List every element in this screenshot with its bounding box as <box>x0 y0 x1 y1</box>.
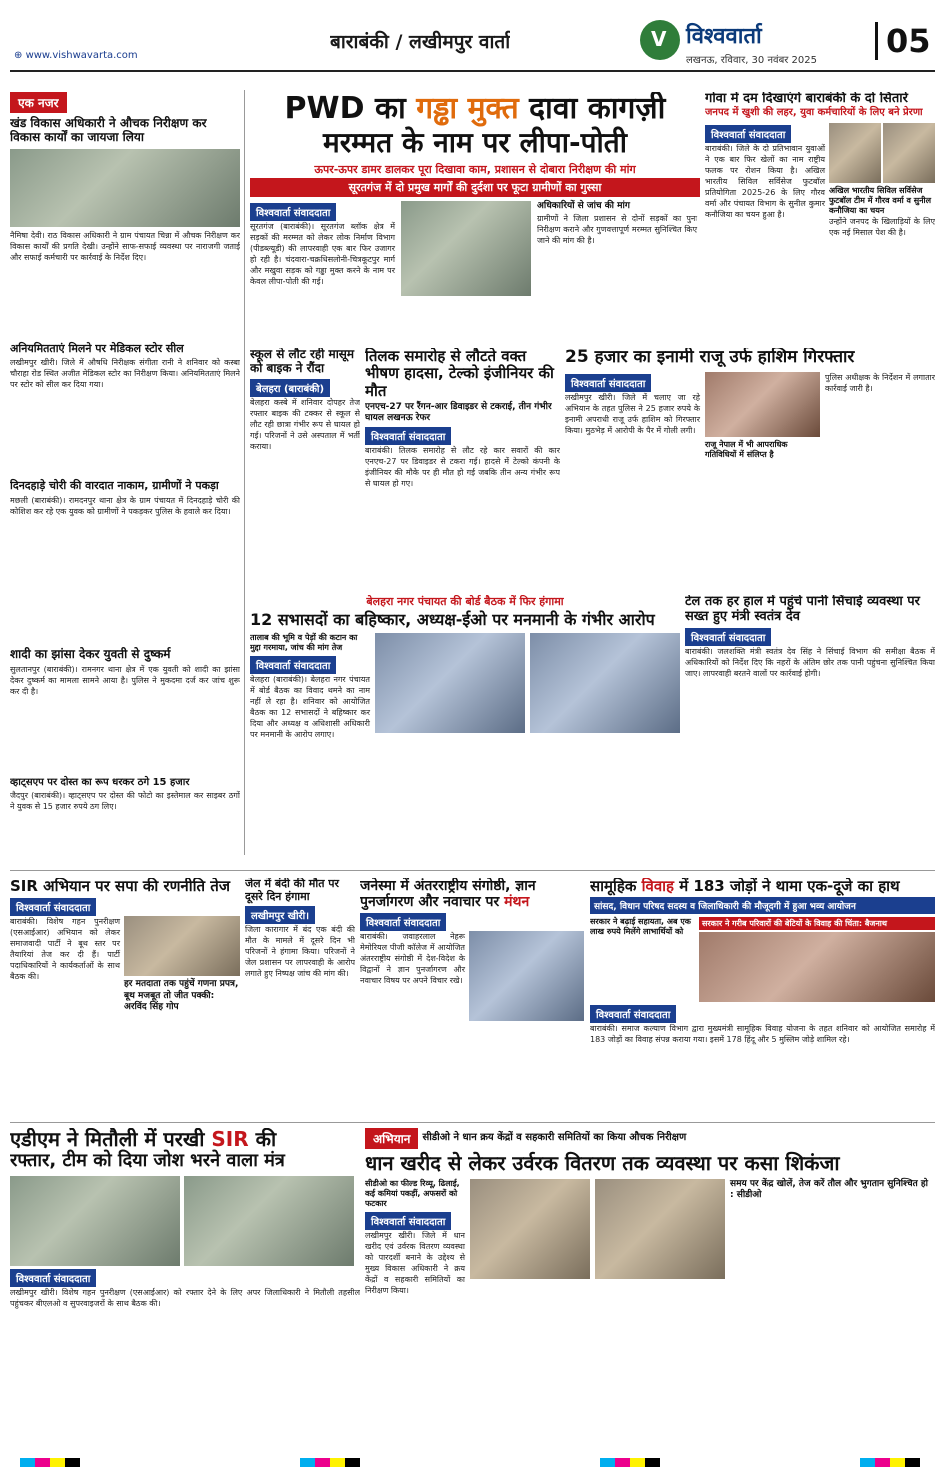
raju-headline: 25 हजार का इनामी राजू उर्फ हाशिम गिरफ्तार <box>565 348 855 367</box>
abhiyan-photo-2 <box>595 1179 725 1279</box>
tilak-headline: तिलक समारोह से लौटते वक्त भीषण हादसा, टेल्को इंजीनियर की मौत <box>365 348 554 400</box>
goa-sub: जनपद में खुशी की लहर, युवा कर्मचारियों के लिए बने प्रेरणा <box>705 106 923 118</box>
cmyk-bar-4 <box>860 1458 920 1467</box>
s1-photo <box>10 149 240 227</box>
raju-photo <box>705 372 820 437</box>
tilak-story <box>365 348 560 588</box>
sir-headline: SIR अभियान पर सपा की रणनीति तेज <box>10 878 230 895</box>
s1-body: नैमिषा देवी। राठ विकास अधिकारी ने ग्राम पंचायत चिन्ना में औचक निरीक्षण कर विकास कार्यों की प्रगति देखी। उन्होंने साफ-सफाई व्यवस्था पर नाराजगी जताई और सफाई कर्मचारी पर कार्रवाई के निर्देश दिए। <box>10 230 240 262</box>
janesma-story <box>360 878 585 1118</box>
abhiyan-caption: सीडीओ का फील्ड रिव्यू, ढिलाई, कई कमियां पकड़ीं, अफसरों को फटकार <box>365 1179 460 1208</box>
s5-headline: व्हाट्सएप पर दोस्त का रूप धरकर ठगे 15 हजार <box>10 776 190 788</box>
sir-quote: हर मतदाता तक पहुंचें गणना प्रपत्र, बूथ मजबूत तो जीत पक्की: अरविंद सिंह गोप <box>124 979 239 1012</box>
sir-byline: विश्ववार्ता संवाददाता <box>10 898 96 916</box>
abhiyan-headline: धान खरीद से लेकर उर्वरक वितरण तक व्यवस्था पर कसा शिकंजा <box>365 1151 840 1175</box>
lead-body: सूरतगंज (बाराबंकी)। सूरतगंज ब्लॉक क्षेत्र में सड़कों की मरम्मत को लेकर लोक निर्माण विभाग (पीडब्ल्यूडी) की लापरवाही एक बार फिर उजागर हो रही है। चंदवारा-चक्रधिसलोनी-चित्रकूटपुर मार्ग और मखुवा सड़क को गड्ढा मुक्त करने के नाम पर केवल लीपा-पोती की गई। <box>250 222 395 287</box>
website-url[interactable]: ⊕ www.vishwavarta.com <box>14 50 138 61</box>
cmyk-bar-1 <box>20 1458 80 1467</box>
jail-story <box>245 878 355 1118</box>
vivah-photo <box>699 932 935 1002</box>
tilak-deck: एनएच-27 पर रैंगन-आर डिवाइडर से टकराई, तीन गंभीर घायल लखनऊ रेफर <box>365 401 552 423</box>
tilak-byline: विश्ववार्ता संवाददाता <box>365 427 451 445</box>
belhara-story <box>250 595 680 865</box>
abhiyan-byline: विश्ववार्ता संवाददाता <box>365 1212 451 1230</box>
goa-headline: गोवा में दम दिखाएंगे बाराबंकी के दो सितारे <box>705 92 908 106</box>
globe-icon: ⊕ <box>14 50 26 61</box>
col-divider <box>244 90 245 855</box>
brand-name: विश्ववार्ता <box>686 24 762 49</box>
mid-rule <box>10 870 935 871</box>
school-byline: बेलहरा (बाराबंकी) <box>250 379 330 397</box>
school-story <box>250 348 360 588</box>
abhiyan-tag: अभियान <box>365 1128 418 1149</box>
masthead <box>640 18 860 68</box>
vivah-banner2: सरकार ने गरीब परिवारों की बेटियों के विवाह की चिंता: बैजनाथ <box>699 917 935 930</box>
goa-story <box>705 92 935 342</box>
school-body: बेलहरा कस्बे में शनिवार दोपहर तेज रफ्तार बाइक की टक्कर से स्कूल से लौट रही छात्रा गंभीर रूप से घायल हो गई। परिजनों ने उसे अस्पताल में भर्ती कराया। <box>250 397 360 451</box>
jail-byline: लखीमपुर खीरी। <box>245 906 315 924</box>
janesma-body: बाराबंकी। जवाहरलाल नेहरू मेमोरियल पीजी कॉलेज में आयोजित अंतरराष्ट्रीय संगोष्ठी में देश-विदेश के विद्वानों ने ज्ञान पुनर्जागरण और नवाचार विषय पर अपने विचार रखे। <box>360 932 465 986</box>
lead-headline: PWD का गड्ढा मुक्त दावा कागज़ी <box>284 92 666 126</box>
lead-subhead: अधिकारियों से जांच की मांग <box>537 201 630 212</box>
adm-body: लखीमपुर खीरी। विशेष गहन पुनरीक्षण (एसआईआर) को रफ्तार देने के लिए अपर जिलाधिकारी ने मितौली तहसील पहुंचकर बीएलओ व सुपरवाइजरों के साथ बैठक की। <box>10 1287 360 1308</box>
janesma-headline: जनेस्मा में अंतरराष्ट्रीय संगोष्ठी, ज्ञान पुनर्जागरण और नवाचार पर मंथन <box>360 878 536 911</box>
abhiyan-story <box>365 1128 935 1446</box>
tail-story <box>685 595 935 865</box>
jail-headline: जेल में बंदी की मौत पर दूसरे दिन हंगामा <box>245 878 340 903</box>
cmyk-bar-2 <box>300 1458 360 1467</box>
abhiyan-body: लखीमपुर खीरी। जिले में धान खरीद एवं उर्वरक वितरण व्यवस्था को पारदर्शी बनाने के उद्देश्य से मुख्य विकास अधिकारी ने क्रय केंद्रों व सहकारी समितियों का निरीक्षण किया। <box>365 1231 465 1295</box>
raju-byline: विश्ववार्ता संवाददाता <box>565 374 651 392</box>
abhiyan-side: समय पर केंद्र खोलें, तेज करें तौल और भुगतान सुनिश्चित हो : सीडीओ <box>730 1179 928 1201</box>
lead-deck: ऊपर-ऊपर डामर डालकर पूरा दिखावा काम, प्रशासन से दोबारा निरीक्षण की मांग <box>314 162 636 176</box>
adm-byline: विश्ववार्ता संवाददाता <box>10 1269 96 1287</box>
lead-story <box>250 92 700 334</box>
janesma-photo <box>469 931 584 1021</box>
vivah-byline: विश्ववार्ता संवाददाता <box>590 1005 676 1023</box>
goa-photo-1 <box>829 123 881 183</box>
cmyk-bar-3 <box>600 1458 660 1467</box>
sir-photo <box>124 916 240 976</box>
abhiyan-photo-1 <box>470 1179 590 1279</box>
tilak-body: बाराबंकी। तिलक समारोह से लौट रहे कार सवारों की कार एनएच-27 पर डिवाइडर से टकरा गई। हादसे में टेल्को कंपनी के इंजीनियर की मौके पर ही मौत हो गई जबकि तीन अन्य गंभीर रूप से घायल हो गए। <box>365 446 560 489</box>
lead-headline-line2: मरम्मत के नाम पर लीपा-पोती <box>322 125 628 159</box>
raju-caption: राजू नेपाल में भी आपराधिक गतिविधियों में संलिप्त है <box>705 439 788 459</box>
belhara-body: बेलहरा (बाराबंकी)। बेलहरा नगर पंचायत में बोर्ड बैठक का विवाद थमने का नाम नहीं ले रहा है। शनिवार को आयोजित बैठक का 12 सभासदों ने बहिष्कार कर दिया और अध्यक्ष व अधिशासी अधिकारी पर मनमानी के आरोप लगाए। <box>250 675 370 740</box>
goa-byline: विश्ववार्ता संवाददाता <box>705 125 791 143</box>
s2-headline: अनियमितताएं मिलने पर मेडिकल स्टोर सील <box>10 341 184 355</box>
adm-headline: एडीएम ने मितौली में परखी SIR की <box>10 1128 277 1151</box>
ek-nazar-tag: एक नजर <box>10 92 67 113</box>
vivah-headline: सामूहिक विवाह में 183 जोड़ों ने थामा एक-दूजे का हाथ <box>590 878 900 895</box>
lead-photo <box>401 201 531 296</box>
goa-body2: उन्होंने जनपद के खिलाड़ियों के लिए एक नई मिसाल पेश की है। <box>829 217 935 238</box>
raju-story <box>565 348 935 588</box>
s5-body: जैदपुर (बाराबंकी)। व्हाट्सएप पर दोस्त की फोटो का इस्तेमाल कर साइबर ठगों ने युवक से 15 हजार रुपये ठग लिए। <box>10 791 240 812</box>
vivah-story <box>590 878 935 1118</box>
abhiyan-kicker: सीडीओ ने धान क्रय केंद्रों व सहकारी समितियों का किया औचक निरीक्षण <box>422 1132 687 1144</box>
brand-logo-icon: V <box>640 20 680 60</box>
school-headline: स्कूल से लौट रही मासूम को बाइक ने रौंदा <box>250 348 355 375</box>
belhara-byline: विश्ववार्ता संवाददाता <box>250 656 336 674</box>
s3-body: मछली (बाराबंकी)। रामदनपुर थाना क्षेत्र के ग्राम पंचायत में दिनदहाड़े चोरी की कोशिश कर रहे एक युवक को ग्रामीणों ने पकड़कर पुलिस के हवाले कर दिया। <box>10 495 240 516</box>
lead-banner: सूरतगंज में दो प्रमुख मार्गों की दुर्दशा पर फूटा ग्रामीणों का गुस्सा <box>250 178 700 197</box>
adm-story <box>10 1128 360 1446</box>
s4-headline: शादी का झांसा देकर युवती से दुष्कर्म <box>10 646 171 661</box>
belhara-kicker: बेलहरा नगर पंचायत की बोर्ड बैठक में फिर हंगामा <box>366 595 564 608</box>
s3-headline: दिनदहाड़े चोरी की वारदात नाकाम, ग्रामीणों ने पकड़ा <box>10 479 219 493</box>
vivah-banner: सांसद, विधान परिषद सदस्य व जिलाधिकारी की मौजूदगी में हुआ भव्य आयोजन <box>590 897 935 914</box>
belhara-photo-1 <box>375 633 525 733</box>
lead-body2: ग्रामीणों ने जिला प्रशासन से दोनों सड़कों का पुनः निरीक्षण कराने और गुणवत्तापूर्ण मरम्मत सुनिश्चित किए जाने की मांग की है। <box>537 213 697 245</box>
s4-body: सुलतानपुर (बाराबंकी)। रामनगर थाना क्षेत्र में एक युवती को शादी का झांसा देकर दुष्कर्म का मामला सामने आया है। पुलिस ने मुकदमा दर्ज कर जांच शुरू कर दी है। <box>10 664 240 696</box>
footer <box>0 1452 945 1474</box>
vivah-caption: सरकार ने बढ़ाई सहायता, अब एक लाख रुपये मिलेंगे लाभार्थियों को <box>590 917 691 937</box>
s1-headline: खंड विकास अधिकारी ने औचक निरीक्षण कर विकास कार्यों का जायजा लिया <box>10 116 207 144</box>
belhara-headline: 12 सभासदों का बहिष्कार, अध्यक्ष-ईओ पर मनमानी के गंभीर आरोप <box>250 609 655 629</box>
janesma-byline: विश्ववार्ता संवाददाता <box>360 913 446 931</box>
header-rule <box>10 70 935 72</box>
goa-body: बाराबंकी। जिले के दो प्रतिभावान युवाओं ने एक बार फिर खेलों का नाम राष्ट्रीय फलक पर रोशन किया है। अखिल भारतीय सिविल सर्विसेज फुटबॉल प्रतियोगिता 2025-26 के लिए गौरव वर्मा और पंचायत विभाग के सुनील कुमार कनौजिया का चयन हुआ है। <box>705 144 825 220</box>
tail-byline: विश्ववार्ता संवाददाता <box>685 628 771 646</box>
sir-body: बाराबंकी। विशेष गहन पुनरीक्षण (एसआईआर) अभियान को लेकर समाजवादी पार्टी ने बूथ स्तर पर तैयारियां तेज कर दी हैं। पार्टी पदाधिकारियों ने कार्यकर्ताओं के साथ बैठक की। <box>10 917 120 982</box>
jail-body: जिला कारागार में बंद एक बंदी की मौत के मामले में दूसरे दिन भी परिजनों ने हंगामा किया। परिजनों ने जेल प्रशासन पर लापरवाही के आरोप लगाते हुए निष्पक्ष जांच की मांग की। <box>245 925 355 979</box>
adm-photo-2 <box>184 1176 354 1266</box>
raju-body: लखीमपुर खीरी। जिले में चलाए जा रहे अभियान के तहत पुलिस ने 25 हजार रुपये के इनामी अपराधी राजू उर्फ हाशिम को गिरफ्तार किया। मुठभेड़ में आरोपी के पैर में गोली लगी। <box>565 392 700 435</box>
goa-photo-2 <box>883 123 935 183</box>
goa-caption: अखिल भारतीय सिविल सर्विसेज फुटबॉल टीम में गौरव वर्मा व सुनील कनौजिया का चयन <box>829 186 932 216</box>
tail-headline: टेल तक हर हाल में पहुंचे पानी सिंचाई व्यवस्था पर सख्त हुए मंत्री स्वतंत्र देव <box>685 595 920 624</box>
belhara-photo-2 <box>530 633 680 733</box>
vivah-body: बाराबंकी। समाज कल्याण विभाग द्वारा मुख्यमंत्री सामूहिक विवाह योजना के तहत शनिवार को आयोजित समारोह में 183 जोड़ों का विवाह संपन्न कराया गया। इसमें 178 हिंदू और 5 मुस्लिम जोड़े शामिल रहे। <box>590 1024 935 1045</box>
lead-byline: विश्ववार्ता संवाददाता <box>250 203 336 221</box>
dateline: लखनऊ, रविवार, 30 नवंबर 2025 <box>686 55 817 66</box>
s2-body: लखीमपुर खीरी। जिले में औषधि निरीक्षक संगीता रानी ने शनिवार को कस्बा चौराहा रोड स्थित अजीत मेडिकल स्टोर का निरीक्षण किया। अनियमितताएं मिलने पर स्टोर को सील कर दिया गया। <box>10 358 240 390</box>
tail-body: बाराबंकी। जलशक्ति मंत्री स्वतंत्र देव सिंह ने सिंचाई विभाग की समीक्षा बैठक में अधिकारियों को निर्देश दिए कि नहरों के अंतिम छोर तक पानी पहुंचना सुनिश्चित किया जाए। लापरवाही बरतने वालों पर कार्रवाई होगी। <box>685 646 935 678</box>
belhara-caption: तालाब की भूमि व पेड़ों की कटान का मुद्दा गरमाया, जांच की मांग तेज <box>250 633 358 653</box>
lower-rule <box>10 1122 935 1123</box>
raju-body2: पुलिस अधीक्षक के निर्देशन में लगातार कार्रवाई जारी है। <box>825 372 935 393</box>
adm-headline-line2: रफ्तार, टीम को दिया जोश भरने वाला मंत्र <box>10 1150 285 1171</box>
adm-photo-1 <box>10 1176 180 1266</box>
sir-story <box>10 878 240 1118</box>
page-number: 05 <box>875 22 931 60</box>
section-title: बाराबंकी / लखीमपुर वार्ता <box>330 31 511 53</box>
